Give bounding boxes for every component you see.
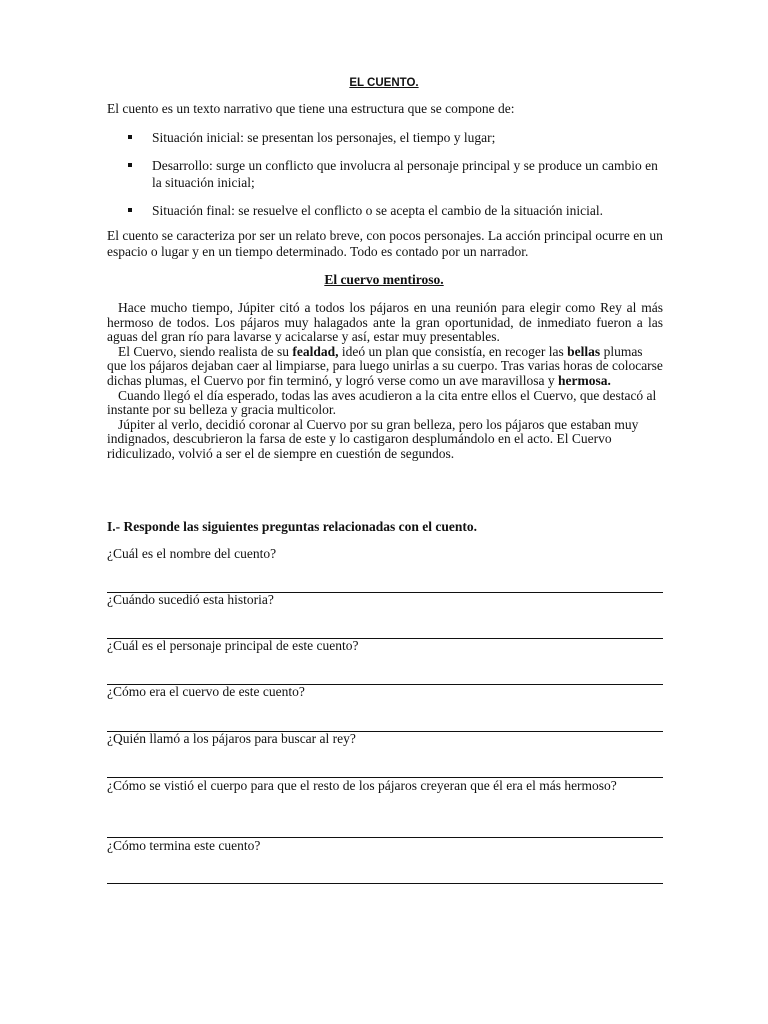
story-body (107, 301, 663, 462)
question-text: ¿Cuál es el nombre del cuento? (107, 546, 277, 561)
structure-list (107, 129, 667, 146)
story-text: El Cuervo, siendo realista de su (118, 343, 293, 359)
answer-line[interactable] (107, 883, 663, 884)
question-text: ¿Quién llamó a los pájaros para buscar al rey? (107, 731, 356, 746)
list-item (107, 129, 667, 146)
list-item (107, 202, 667, 219)
story-text: ideó un plan que consistía, en recoger las (338, 343, 568, 359)
list-item-text: Situación final: se resuelve el conflicto o se acepta el cambio de la situación inicial. (152, 203, 603, 218)
question-text: ¿Cuándo sucedió esta historia? (107, 592, 274, 607)
question-text: ¿Cómo termina este cuento? (107, 838, 261, 853)
question-text: ¿Cuál es el personaje principal de este cuento? (107, 638, 359, 653)
story-title: El cuervo mentiroso. (324, 272, 444, 287)
list-item-text: Situación inicial: se presentan los personajes, el tiempo y lugar; (152, 130, 496, 145)
story-paragraph: Júpiter al verlo, decidió coronar al Cuervo por su gran belleza, pero los pájaros que estaban muy indignados, descubrieron la farsa de este y lo castigaron desplumándolo en el acto. El Cuervo ridiculizado, volvió a ser el de siempre en cuestión de segundos. (107, 416, 639, 461)
structure-list (107, 202, 667, 219)
question-text: ¿Cómo se vistió el cuerpo para que el resto de los pájaros creyeran que él era el más hermoso? (107, 778, 617, 793)
structure-list (107, 157, 667, 191)
question-text: ¿Cómo era el cuervo de este cuento? (107, 684, 305, 699)
story-bold-text: hermosa. (558, 372, 611, 388)
story-text: plumas que los pájaros dejaban caer al limpiarse, para luego unirlas a su cuerpo. Tras varias horas de colocarse dichas plumas, el Cuervo por fin terminó, y logró verse como un ave maravillosa y (107, 343, 663, 388)
story-paragraph: Hace mucho tiempo, Júpiter citó a todos los pájaros en una reunión para elegir como Rey al más hermoso de todos. Los pájaros muy halagados ante la gran oportunidad, de inmediato fueron a las aguas del gran río para lavarse y acicalarse y así, estar muy presentables. (107, 300, 663, 345)
document-title: EL CUENTO. (349, 77, 419, 89)
intro-text: El cuento es un texto narrativo que tiene una estructura que se compone de: (107, 101, 515, 116)
bullet-square-icon (128, 163, 132, 167)
list-item-text: Desarrollo: surge un conflicto que involucra al personaje principal y se produce un cambio en la situación inicial; (152, 158, 658, 190)
story-bold-text: bellas (567, 343, 601, 359)
bullet-square-icon (128, 208, 132, 212)
section-heading: I.- Responde las siguientes preguntas relacionadas con el cuento. (107, 519, 478, 534)
list-item (107, 157, 667, 191)
story-bold-text: fealdad, (292, 343, 339, 359)
story-paragraph (107, 345, 663, 389)
story-paragraph: Cuando llegó el día esperado, todas las aves acudieron a la cita entre ellos el Cuervo, que destacó al instante por su belleza y gracia multicolor. (107, 387, 657, 418)
definition-paragraph: El cuento se caracteriza por ser un relato breve, con pocos personajes. La acción principal ocurre en un espacio o lugar y en un tiempo determinado. Todo es contado por un narrador. (107, 228, 663, 259)
bullet-square-icon (128, 135, 132, 139)
